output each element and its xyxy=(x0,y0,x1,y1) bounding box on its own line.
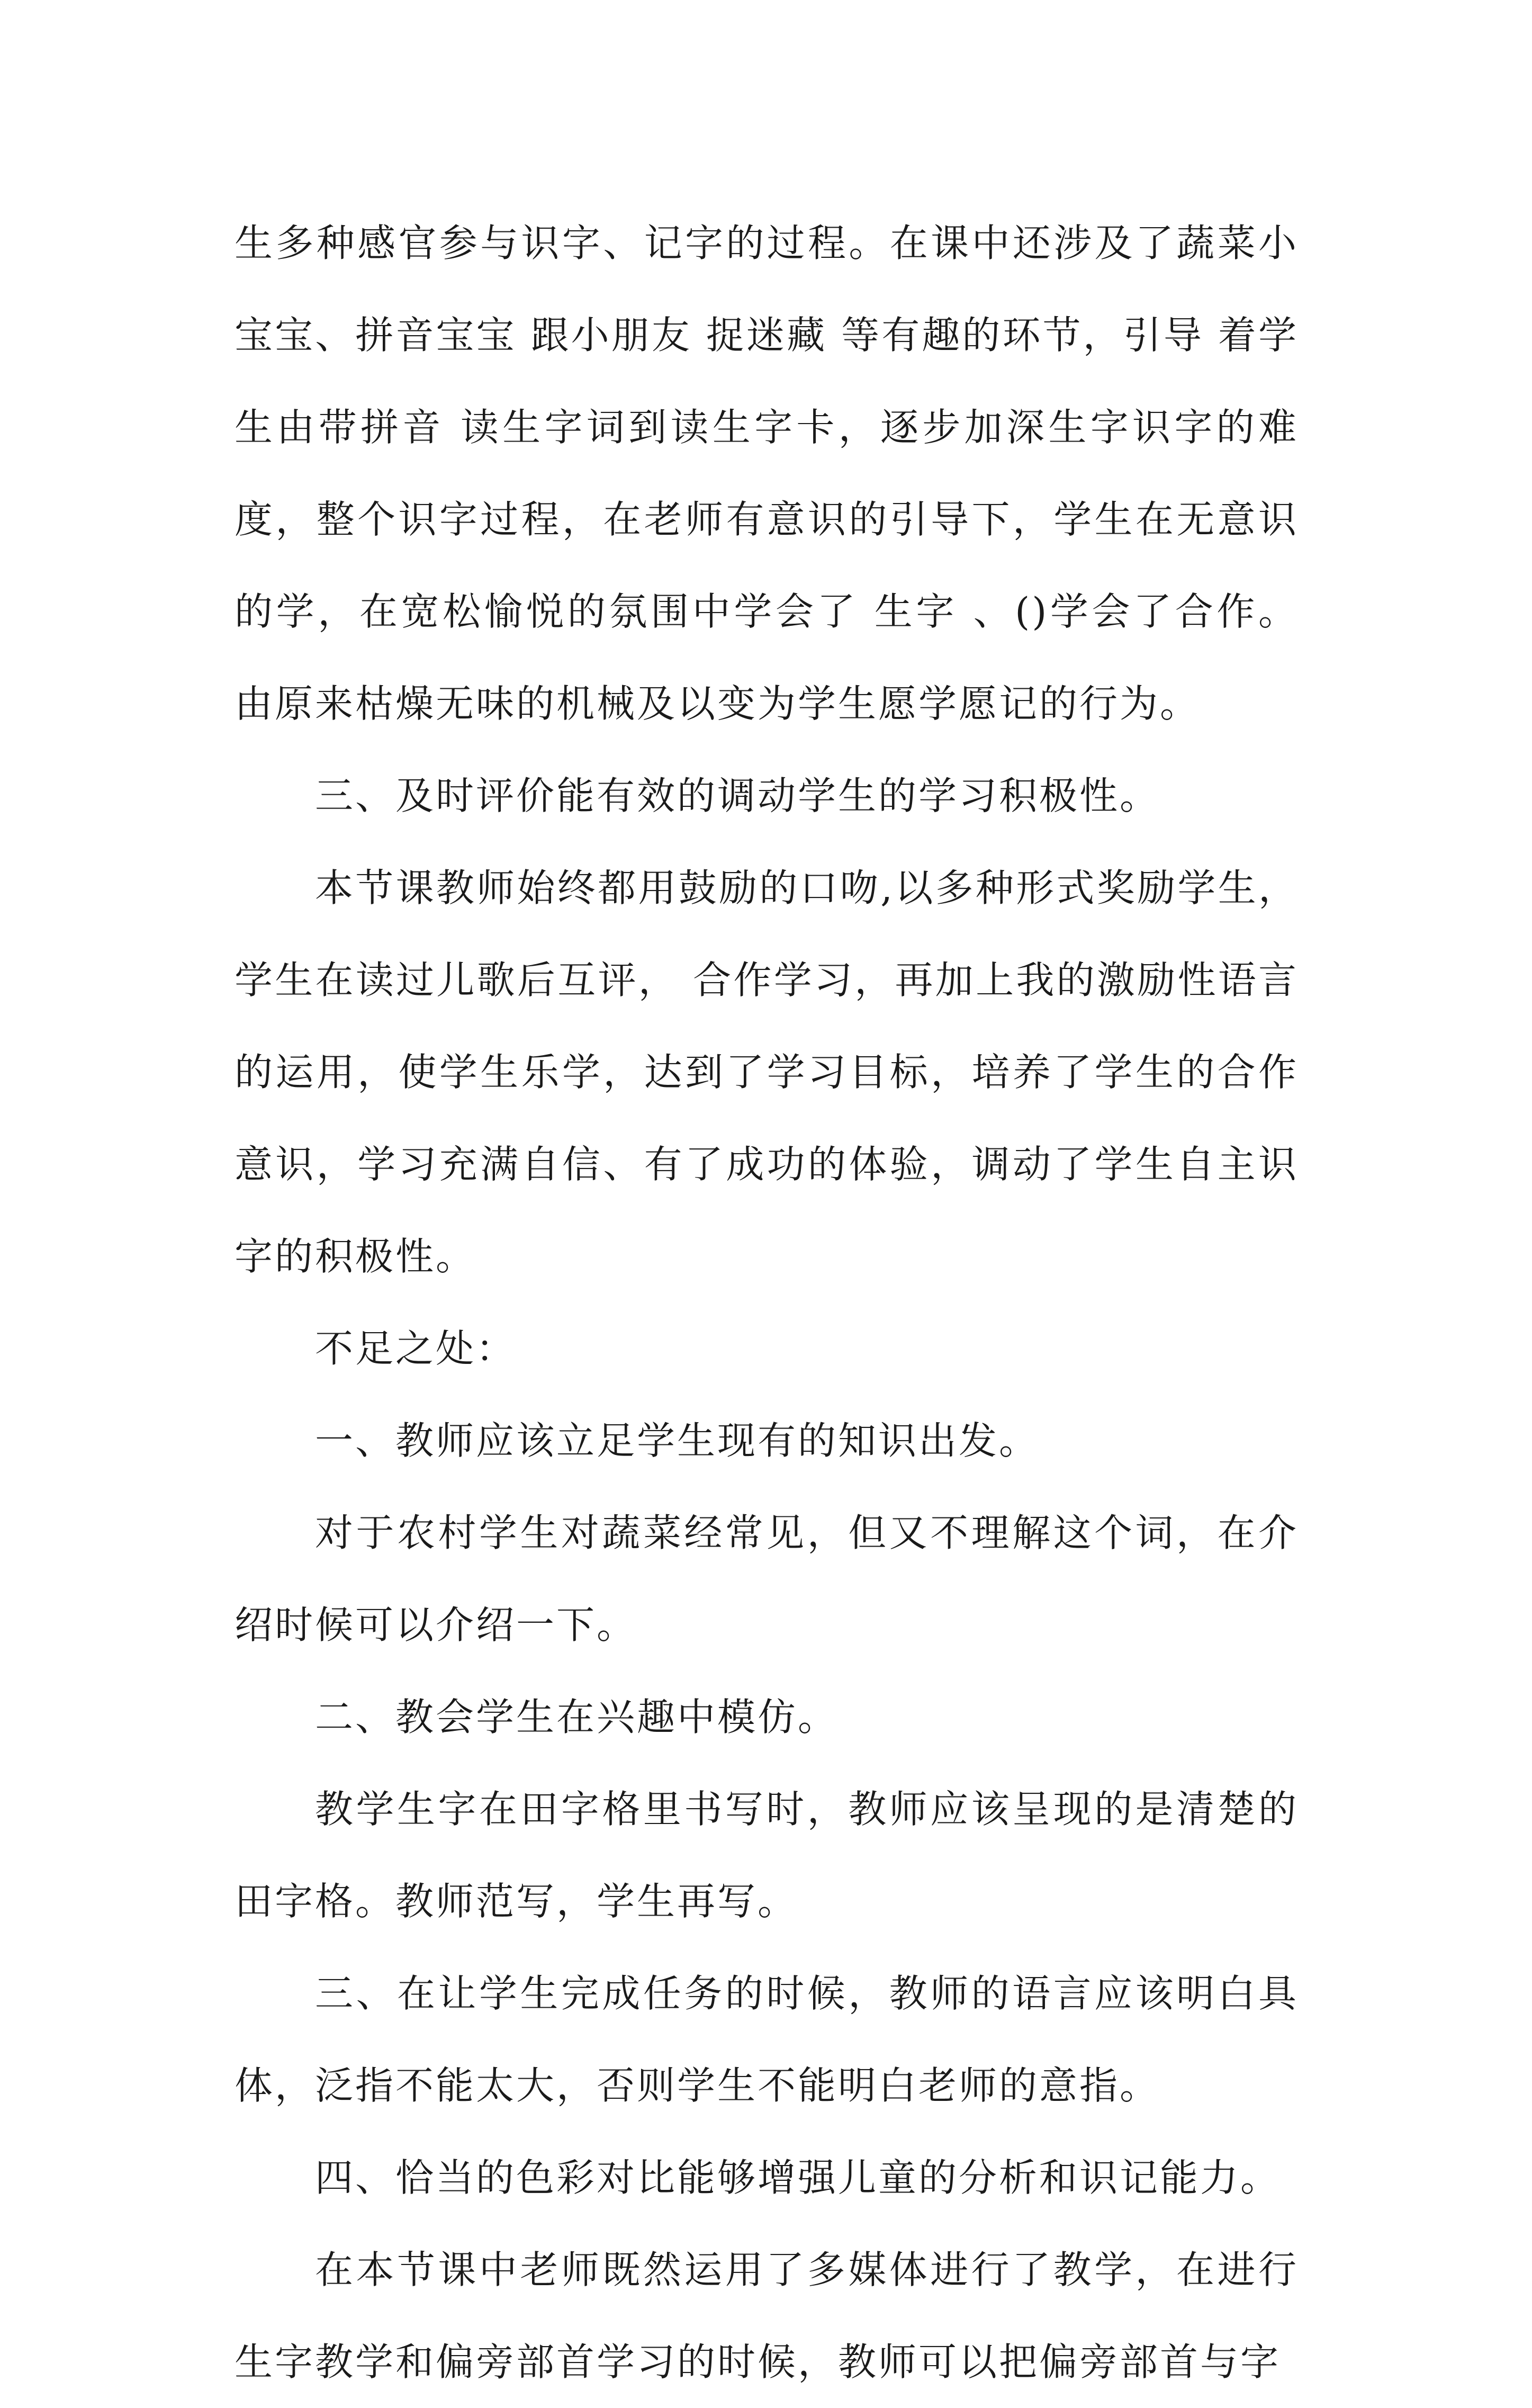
paragraph-11: 在本节课中老师既然运用了多媒体进行了教学，在进行生字教学和偏旁部首学习的时候，教师可以把偏旁部首与字 xyxy=(235,2248,1299,2384)
paragraph-2-heading: 三、及时评价能有效的调动学生的学习积极性。 xyxy=(315,774,1160,818)
paragraph-3: 本节课教师始终都用鼓励的口吻,以多种形式奖励学生，学生在读过儿歌后互评， 合作学习，再加上我的激励性语言的运用，使学生乐学，达到了学习目标，培养了学生的合作意识，学习充满自信、有了成功的体验，调动了学生自主识字的积极性。 xyxy=(235,866,1299,1279)
paragraph-9-heading: 三、在让学生完成任务的时候，教师的语言应该明白具体，泛指不能太大，否则学生不能明白老师的意指。 xyxy=(235,1971,1299,2108)
paragraph-4-heading: 不足之处： xyxy=(315,1326,517,1371)
paragraph-1: 生多种感官参与识字、记字的过程。在课中还涉及了蔬菜小宝宝、拼音宝宝 跟小朋友 捉迷藏 等有趣的环节，引导 着学生由带拼音 读生字词到读生字卡，逐步加深生字识字的难度，整个识字过程，在老师有意识的引导下，学生在无意识的学，在宽松愉悦的氛围中学会了 生字 、()学会了合作。由原来枯燥无味的机械及以变为学生愿学愿记的行为。 xyxy=(235,221,1299,726)
document-body xyxy=(235,197,1299,2408)
paragraph-8: 教学生字在田字格里书写时，教师应该呈现的是清楚的田字格。教师范写，学生再写。 xyxy=(235,1787,1299,1924)
paragraph-7-heading: 二、教会学生在兴趣中模仿。 xyxy=(315,1695,839,1739)
paragraph-5-heading: 一、教师应该立足学生现有的知识出发。 xyxy=(315,1418,1040,1463)
paragraph-10-heading: 四、恰当的色彩对比能够增强儿童的分析和识记能力。 xyxy=(315,2155,1281,2200)
paragraph-6: 对于农村学生对蔬菜经常见，但又不理解这个词，在介绍时候可以介绍一下。 xyxy=(235,1511,1299,1647)
